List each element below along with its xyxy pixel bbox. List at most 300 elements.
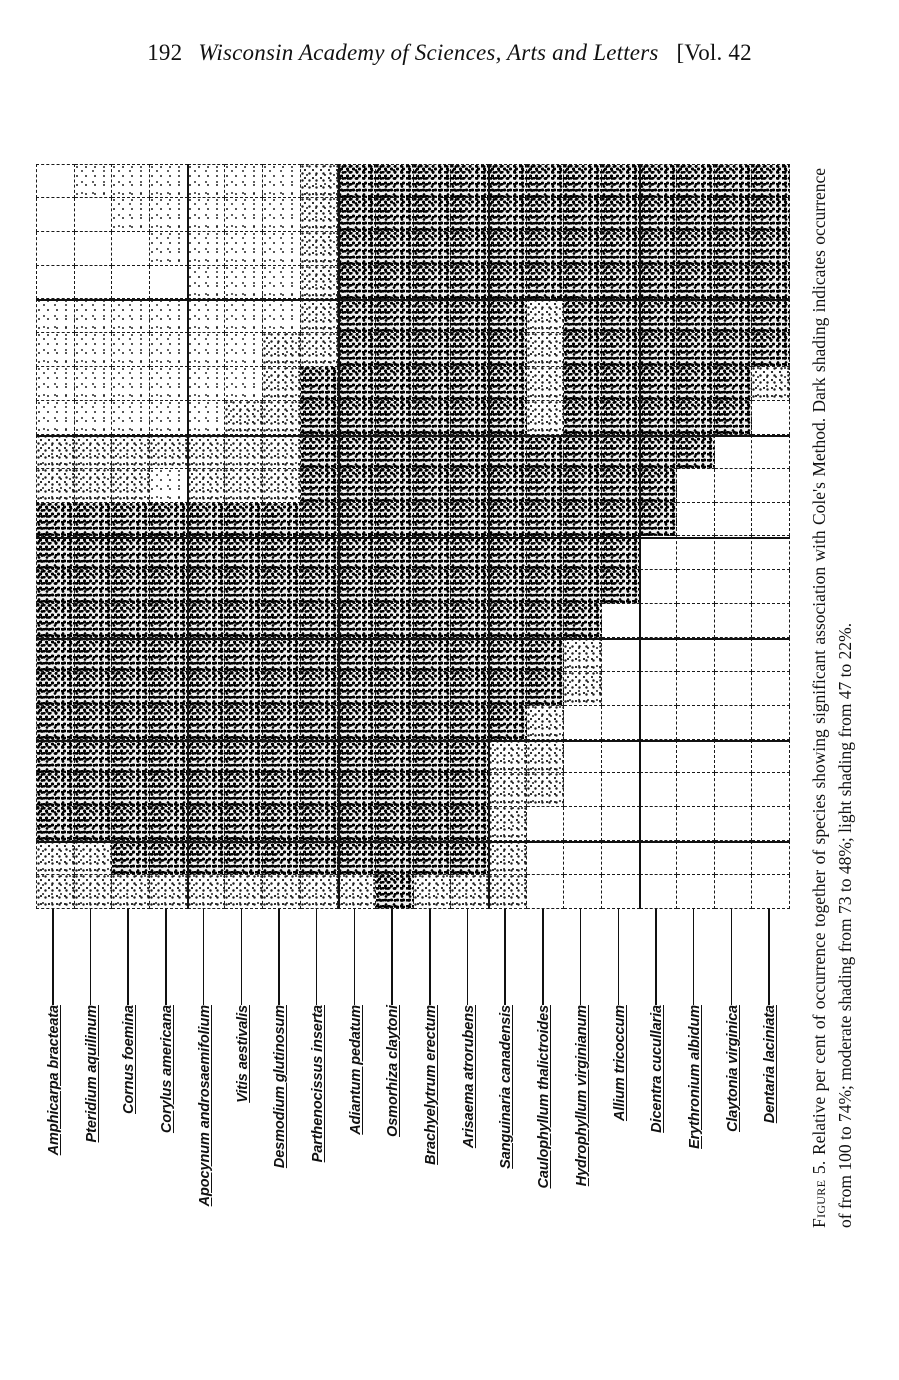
- matrix-cell: [75, 333, 113, 367]
- leader-line: [127, 909, 129, 1005]
- matrix-cell: [564, 469, 602, 503]
- matrix-cell: [338, 672, 376, 706]
- matrix-cell: [489, 706, 527, 740]
- matrix-cell: [188, 333, 226, 367]
- matrix-cell: [677, 299, 715, 333]
- matrix-row: [36, 807, 790, 841]
- matrix-cell: [36, 773, 75, 807]
- matrix-cell: [564, 706, 602, 740]
- matrix-cell: [338, 841, 376, 875]
- matrix-cell: [150, 198, 188, 232]
- matrix-cell: [150, 672, 188, 706]
- matrix-cell: [602, 536, 640, 570]
- matrix-cell: [527, 232, 565, 266]
- matrix-cell: [752, 672, 790, 706]
- matrix-cell: [376, 841, 414, 875]
- matrix-cell: [451, 570, 489, 604]
- matrix-cell: [188, 740, 226, 774]
- matrix-cell: [376, 672, 414, 706]
- leader-line: [354, 909, 356, 1005]
- matrix-cell: [527, 435, 565, 469]
- matrix-cell: [112, 570, 150, 604]
- matrix-row: [36, 299, 790, 333]
- matrix-cell: [301, 807, 339, 841]
- species-name: Cornus foemina: [121, 1005, 138, 1114]
- species-name: Pteridium aquilinum: [83, 1005, 100, 1143]
- matrix-cell: [263, 198, 301, 232]
- matrix-cell: [36, 198, 75, 232]
- matrix-cell: [376, 198, 414, 232]
- species-name: Claytonia virginica: [724, 1005, 741, 1133]
- matrix-cell: [263, 503, 301, 537]
- matrix-cell: [36, 266, 75, 300]
- matrix-cell: [602, 367, 640, 401]
- matrix-cell: [188, 164, 226, 198]
- matrix-cell: [150, 536, 188, 570]
- matrix-cell: [640, 469, 678, 503]
- matrix-cell: [414, 266, 452, 300]
- matrix-cell: [527, 672, 565, 706]
- matrix-cell: [338, 638, 376, 672]
- matrix-cell: [602, 807, 640, 841]
- matrix-cell: [677, 672, 715, 706]
- matrix-cell: [225, 740, 263, 774]
- matrix-cell: [602, 198, 640, 232]
- matrix-cell: [677, 740, 715, 774]
- matrix-cell: [677, 164, 715, 198]
- matrix-cell: [640, 875, 678, 909]
- figure-caption: [806, 168, 859, 1228]
- matrix-cell: [112, 672, 150, 706]
- matrix-cell: [752, 232, 790, 266]
- matrix-cell: [752, 536, 790, 570]
- matrix-cell: [225, 266, 263, 300]
- matrix-cell: [301, 401, 339, 435]
- matrix-row: [36, 875, 790, 909]
- matrix-row: [36, 672, 790, 706]
- matrix-cell: [188, 401, 226, 435]
- matrix-cell: [564, 740, 602, 774]
- matrix-cell: [263, 164, 301, 198]
- matrix-cell: [225, 773, 263, 807]
- matrix-cell: [225, 536, 263, 570]
- species-name: Erythronium albidum: [686, 1005, 703, 1149]
- matrix-row: [36, 740, 790, 774]
- matrix-cell: [301, 299, 339, 333]
- matrix-cell: [150, 401, 188, 435]
- matrix-row: [36, 333, 790, 367]
- matrix-cell: [150, 232, 188, 266]
- matrix-cell: [263, 266, 301, 300]
- matrix-cell: [188, 638, 226, 672]
- matrix-cell: [112, 536, 150, 570]
- matrix-cell: [36, 706, 75, 740]
- matrix-cell: [451, 875, 489, 909]
- matrix-cell: [527, 401, 565, 435]
- matrix-cell: [527, 333, 565, 367]
- matrix-cell: [414, 435, 452, 469]
- matrix-cell: [376, 232, 414, 266]
- matrix-cell: [376, 333, 414, 367]
- matrix-cell: [338, 401, 376, 435]
- matrix-cell: [602, 604, 640, 638]
- matrix-cell: [36, 570, 75, 604]
- matrix-cell: [338, 875, 376, 909]
- matrix-cell: [640, 198, 678, 232]
- matrix-cell: [715, 672, 753, 706]
- matrix-cell: [301, 875, 339, 909]
- matrix-cell: [75, 536, 113, 570]
- matrix-cell: [489, 672, 527, 706]
- matrix-row: [36, 367, 790, 401]
- matrix-cell: [301, 232, 339, 266]
- matrix-cell: [602, 570, 640, 604]
- matrix-cell: [188, 773, 226, 807]
- matrix-cell: [36, 807, 75, 841]
- matrix-cell: [414, 875, 452, 909]
- matrix-cell: [752, 266, 790, 300]
- matrix-cell: [112, 401, 150, 435]
- matrix-cell: [225, 333, 263, 367]
- matrix-cell: [677, 604, 715, 638]
- matrix-cell: [752, 875, 790, 909]
- matrix-cell: [75, 469, 113, 503]
- matrix-cell: [301, 773, 339, 807]
- matrix-cell: [301, 469, 339, 503]
- matrix-cell: [263, 773, 301, 807]
- matrix-cell: [451, 706, 489, 740]
- volume-label: [Vol. 42: [676, 40, 752, 65]
- matrix-cell: [225, 841, 263, 875]
- matrix-cell: [75, 638, 113, 672]
- matrix-cell: [602, 333, 640, 367]
- matrix-cell: [188, 503, 226, 537]
- matrix-cell: [677, 503, 715, 537]
- matrix-cell: [489, 401, 527, 435]
- matrix-cell: [150, 367, 188, 401]
- matrix-cell: [489, 604, 527, 638]
- matrix-cell: [263, 638, 301, 672]
- matrix-cell: [150, 570, 188, 604]
- matrix-cell: [715, 638, 753, 672]
- matrix-cell: [414, 503, 452, 537]
- matrix-cell: [338, 266, 376, 300]
- species-name: Allium tricoccum: [611, 1005, 628, 1122]
- matrix-cell: [677, 536, 715, 570]
- matrix-row: [36, 503, 790, 537]
- matrix-cell: [376, 164, 414, 198]
- matrix-cell: [752, 807, 790, 841]
- matrix-cell: [414, 570, 452, 604]
- matrix-cell: [301, 672, 339, 706]
- leader-line: [731, 909, 733, 1005]
- matrix-cell: [527, 164, 565, 198]
- matrix-cell: [112, 266, 150, 300]
- matrix-cell: [602, 638, 640, 672]
- species-name: Desmodium glutinosum: [272, 1005, 289, 1169]
- leader-line: [391, 909, 393, 1005]
- matrix-cell: [338, 503, 376, 537]
- matrix-cell: [752, 706, 790, 740]
- matrix-cell: [263, 875, 301, 909]
- matrix-cell: [301, 435, 339, 469]
- matrix-cell: [715, 740, 753, 774]
- matrix-row: [36, 469, 790, 503]
- matrix-cell: [338, 367, 376, 401]
- matrix-cell: [752, 333, 790, 367]
- matrix-cell: [338, 740, 376, 774]
- matrix-cell: [36, 740, 75, 774]
- matrix-cell: [414, 706, 452, 740]
- matrix-cell: [338, 536, 376, 570]
- matrix-cell: [263, 536, 301, 570]
- matrix-cell: [75, 232, 113, 266]
- matrix-cell: [263, 401, 301, 435]
- matrix-cell: [414, 740, 452, 774]
- matrix-cell: [715, 232, 753, 266]
- matrix-cell: [75, 435, 113, 469]
- matrix-cell: [489, 266, 527, 300]
- matrix-cell: [715, 435, 753, 469]
- matrix-cell: [602, 503, 640, 537]
- matrix-cell: [451, 503, 489, 537]
- matrix-cell: [564, 232, 602, 266]
- matrix-cell: [715, 503, 753, 537]
- matrix-cell: [527, 299, 565, 333]
- matrix-cell: [263, 706, 301, 740]
- matrix-cell: [301, 604, 339, 638]
- matrix-cell: [451, 198, 489, 232]
- matrix-cell: [451, 435, 489, 469]
- leader-line: [618, 909, 620, 1005]
- matrix-cell: [677, 875, 715, 909]
- leader-line: [203, 909, 205, 1005]
- leader-line: [467, 909, 469, 1005]
- matrix-cell: [188, 672, 226, 706]
- matrix-cell: [677, 773, 715, 807]
- matrix-cell: [376, 367, 414, 401]
- matrix-cell: [376, 807, 414, 841]
- matrix-cell: [263, 367, 301, 401]
- matrix-cell: [602, 672, 640, 706]
- matrix-cell: [752, 740, 790, 774]
- matrix-cell: [715, 536, 753, 570]
- matrix-cell: [225, 604, 263, 638]
- matrix-cell: [451, 672, 489, 706]
- matrix-cell: [75, 299, 113, 333]
- matrix-cell: [75, 807, 113, 841]
- matrix-cell: [376, 773, 414, 807]
- matrix-cell: [640, 401, 678, 435]
- matrix-cell: [263, 232, 301, 266]
- leader-line: [580, 909, 582, 1005]
- matrix-row: [36, 773, 790, 807]
- matrix-cell: [640, 333, 678, 367]
- matrix-cell: [602, 232, 640, 266]
- leader-line: [504, 909, 506, 1005]
- matrix-cell: [338, 198, 376, 232]
- matrix-cell: [527, 503, 565, 537]
- matrix-cell: [376, 875, 414, 909]
- matrix-cell: [225, 638, 263, 672]
- matrix-cell: [602, 706, 640, 740]
- figure-caption-text: Relative per cent of occurrence together of species showing significant association with Cole's Method. Dark shading indicates occurrence of from 100 to 74%; moderate shading from 73 to 48%; light shading from 47 to 22%.: [809, 168, 856, 1228]
- matrix-cell: [36, 638, 75, 672]
- matrix-cell: [640, 435, 678, 469]
- matrix-cell: [376, 638, 414, 672]
- matrix-cell: [489, 570, 527, 604]
- matrix-cell: [564, 299, 602, 333]
- matrix-cell: [489, 740, 527, 774]
- leader-line: [768, 909, 770, 1005]
- matrix-cell: [338, 773, 376, 807]
- matrix-cell: [414, 807, 452, 841]
- matrix-cell: [112, 773, 150, 807]
- matrix-cell: [527, 706, 565, 740]
- matrix-cell: [263, 333, 301, 367]
- matrix-cell: [489, 773, 527, 807]
- matrix-cell: [677, 401, 715, 435]
- matrix-cell: [640, 604, 678, 638]
- matrix-cell: [150, 266, 188, 300]
- matrix-cell: [376, 401, 414, 435]
- leader-line: [542, 909, 544, 1005]
- matrix-cell: [715, 570, 753, 604]
- matrix-cell: [263, 672, 301, 706]
- matrix-cell: [677, 638, 715, 672]
- matrix-cell: [225, 164, 263, 198]
- matrix-cell: [263, 740, 301, 774]
- matrix-cell: [451, 638, 489, 672]
- matrix-cell: [36, 672, 75, 706]
- matrix-cell: [338, 299, 376, 333]
- matrix-cell: [715, 875, 753, 909]
- matrix-cell: [677, 469, 715, 503]
- matrix-cell: [489, 435, 527, 469]
- matrix-cell: [414, 299, 452, 333]
- matrix-cell: [414, 536, 452, 570]
- matrix-row: [36, 435, 790, 469]
- matrix-cell: [150, 435, 188, 469]
- matrix-cell: [752, 638, 790, 672]
- matrix-cell: [150, 164, 188, 198]
- matrix-cell: [752, 570, 790, 604]
- matrix-cell: [489, 536, 527, 570]
- matrix-cell: [36, 604, 75, 638]
- matrix-cell: [225, 435, 263, 469]
- matrix-cell: [188, 570, 226, 604]
- matrix-cell: [338, 570, 376, 604]
- matrix-cell: [36, 367, 75, 401]
- matrix-cell: [263, 570, 301, 604]
- matrix-cell: [489, 367, 527, 401]
- species-name: Dentaria laciniata: [762, 1005, 779, 1124]
- matrix-cell: [75, 164, 113, 198]
- matrix-cell: [414, 773, 452, 807]
- species-name: Dicentra cucullaria: [649, 1005, 666, 1133]
- matrix-cell: [36, 333, 75, 367]
- matrix-cell: [301, 638, 339, 672]
- matrix-cell: [301, 503, 339, 537]
- matrix-cell: [677, 367, 715, 401]
- matrix-row: [36, 536, 790, 570]
- matrix-cell: [640, 232, 678, 266]
- matrix-cell: [376, 299, 414, 333]
- matrix-cell: [263, 299, 301, 333]
- leader-line: [655, 909, 657, 1005]
- matrix-cell: [489, 164, 527, 198]
- species-name: Sanguinaria canadensis: [498, 1005, 515, 1169]
- matrix-cell: [564, 198, 602, 232]
- matrix-cell: [225, 469, 263, 503]
- matrix-cell: [75, 740, 113, 774]
- matrix-cell: [752, 435, 790, 469]
- matrix-cell: [752, 503, 790, 537]
- matrix-cell: [677, 706, 715, 740]
- matrix-cell: [36, 875, 75, 909]
- matrix-cell: [112, 299, 150, 333]
- matrix-row: [36, 638, 790, 672]
- matrix-cell: [715, 164, 753, 198]
- matrix-cell: [75, 841, 113, 875]
- leader-line: [90, 909, 92, 1005]
- species-name: Adiantum pedatum: [347, 1005, 364, 1135]
- matrix-row: [36, 401, 790, 435]
- matrix-cell: [527, 740, 565, 774]
- matrix-cell: [112, 503, 150, 537]
- matrix-cell: [150, 706, 188, 740]
- matrix-cell: [564, 266, 602, 300]
- species-name: Arisaema atrorubens: [460, 1005, 477, 1149]
- matrix-cell: [338, 333, 376, 367]
- matrix-cell: [376, 536, 414, 570]
- matrix-cell: [188, 266, 226, 300]
- matrix-cell: [451, 299, 489, 333]
- matrix-cell: [489, 875, 527, 909]
- matrix-cell: [602, 469, 640, 503]
- matrix-cell: [150, 638, 188, 672]
- matrix-cell: [489, 198, 527, 232]
- matrix-cell: [225, 503, 263, 537]
- matrix-cell: [564, 875, 602, 909]
- matrix-cell: [338, 807, 376, 841]
- matrix-cell: [489, 469, 527, 503]
- matrix-cell: [263, 469, 301, 503]
- matrix-cell: [36, 503, 75, 537]
- matrix-cell: [263, 435, 301, 469]
- matrix-cell: [527, 638, 565, 672]
- matrix-cell: [225, 570, 263, 604]
- matrix-cell: [112, 875, 150, 909]
- matrix-cell: [301, 841, 339, 875]
- matrix-cell: [75, 198, 113, 232]
- matrix-cell: [376, 469, 414, 503]
- matrix-cell: [263, 841, 301, 875]
- matrix-cell: [752, 367, 790, 401]
- matrix-cell: [527, 841, 565, 875]
- leader-line: [278, 909, 280, 1005]
- matrix-cell: [75, 706, 113, 740]
- journal-title: Wisconsin Academy of Sciences, Arts and Letters: [198, 40, 659, 65]
- matrix-cell: [715, 299, 753, 333]
- matrix-cell: [150, 807, 188, 841]
- matrix-cell: [564, 333, 602, 367]
- matrix-cell: [677, 435, 715, 469]
- matrix-cell: [451, 604, 489, 638]
- matrix-cell: [640, 773, 678, 807]
- matrix-cell: [188, 198, 226, 232]
- matrix-cell: [414, 164, 452, 198]
